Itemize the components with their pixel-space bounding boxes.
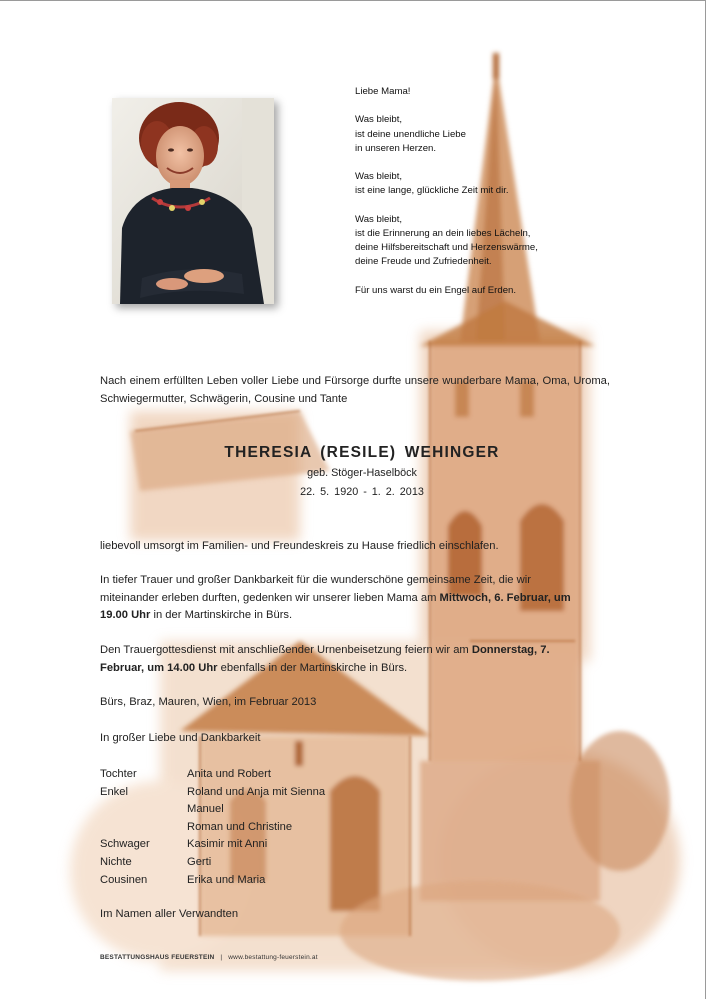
poem-line: Für uns warst du ein Engel auf Erden. bbox=[355, 284, 517, 296]
poem-line: deine Hilfsbereitschaft und Herzenswärme, bbox=[355, 242, 538, 254]
birth-name: geb. Stöger-Haselböck bbox=[307, 467, 417, 479]
family-relation: Schwager bbox=[100, 838, 150, 851]
family-names: Gerti bbox=[187, 855, 212, 868]
family-relation: Tochter bbox=[100, 768, 137, 780]
passing-text: liebevoll umsorgt im Familien- und Freundeskreis zu Hause friedlich einschlafen. bbox=[100, 540, 499, 552]
family-relation: Enkel bbox=[100, 785, 128, 798]
family-relation bbox=[100, 819, 187, 837]
family-names: Anita und Robert bbox=[187, 768, 271, 780]
funeral-datetime: Donnerstag, 7. Februar, um 14.00 Uhr bbox=[100, 644, 550, 674]
portrait-photo bbox=[112, 98, 274, 304]
poem-line: Was bleibt, bbox=[355, 114, 403, 126]
family-names: Erika und Maria bbox=[187, 873, 266, 886]
poem-stanza bbox=[355, 284, 615, 298]
place-date: Bürs, Braz, Mauren, Wien, im Februar 2013 bbox=[100, 696, 317, 708]
poem-stanza bbox=[355, 85, 615, 99]
family-relation: Nichte bbox=[100, 855, 132, 868]
footer-separator: | bbox=[220, 954, 223, 961]
family-row bbox=[100, 819, 325, 837]
life-dates: 22. 5. 1920 - 1. 2. 2013 bbox=[300, 486, 424, 498]
footer bbox=[100, 954, 318, 961]
funeral-home-url: www.bestattung-feuerstein.at bbox=[228, 954, 318, 961]
poem-line: ist die Erinnerung an dein liebes Lächeln, bbox=[355, 227, 531, 239]
gratitude-line: In großer Liebe und Dankbarkeit bbox=[100, 732, 261, 744]
poem-line: in unseren Herzen. bbox=[355, 142, 437, 154]
family-names: Roland und Anja mit Sienna bbox=[187, 785, 326, 798]
deceased-name: THERESIA (RESILE) WEHINGER bbox=[224, 444, 500, 461]
poem-line: ist eine lange, glückliche Zeit mit dir. bbox=[355, 185, 509, 197]
rosary-text-1: In tiefer Trauer und großer Dankbarkeit für die wunderschöne gemeinsame Zeit, die wir miteinander erleben durften, gedenken wir unserer lieben Mama am bbox=[100, 574, 531, 604]
poem-stanza bbox=[355, 113, 615, 156]
funeral-home-name: BESTATTUNGSHAUS FEUERSTEIN bbox=[100, 954, 215, 961]
family-names: Roman und Christine bbox=[187, 820, 293, 833]
family-row bbox=[100, 872, 325, 890]
poem-line: Liebe Mama! bbox=[355, 86, 411, 97]
signoff: Im Namen aller Verwandten bbox=[100, 908, 239, 920]
family-row bbox=[100, 801, 325, 819]
rosary-datetime: Mittwoch, 6. Februar, um 19.00 Uhr bbox=[100, 591, 571, 621]
family-row bbox=[100, 836, 325, 854]
family-names: Kasimir mit Anni bbox=[187, 838, 268, 851]
funeral-text-2: ebenfalls in der Martinskirche in Bürs. bbox=[217, 661, 408, 674]
funeral-text-1: Den Trauergottesdienst mit anschließender Urnenbeisetzung feiern wir am bbox=[100, 644, 472, 656]
family-row bbox=[100, 766, 325, 784]
family-list bbox=[100, 766, 325, 889]
family-names: Manuel bbox=[187, 803, 224, 816]
poem-line: Was bleibt, bbox=[355, 213, 403, 225]
intro-text: Nach einem erfüllten Leben voller Liebe und Fürsorge durfte unsere wunderbare Mama, Oma, Uroma, Schwiegermutter, Schwägerin, Cousine und Tante bbox=[100, 375, 610, 405]
family-relation: Cousinen bbox=[100, 873, 148, 886]
rosary-text-2: in der Martinskirche in Bürs. bbox=[150, 609, 293, 621]
poem-line: deine Freude und Zufriedenheit. bbox=[355, 256, 492, 268]
family-row bbox=[100, 854, 325, 872]
funeral-paragraph bbox=[100, 642, 590, 677]
rosary-paragraph bbox=[100, 572, 590, 625]
poem-line: ist deine unendliche Liebe bbox=[355, 128, 466, 140]
poem-stanza bbox=[355, 170, 615, 198]
family-row bbox=[100, 784, 325, 802]
family-relation bbox=[100, 801, 187, 819]
poem bbox=[355, 85, 615, 312]
poem-line: Was bleibt, bbox=[355, 171, 403, 183]
poem-stanza bbox=[355, 213, 615, 270]
